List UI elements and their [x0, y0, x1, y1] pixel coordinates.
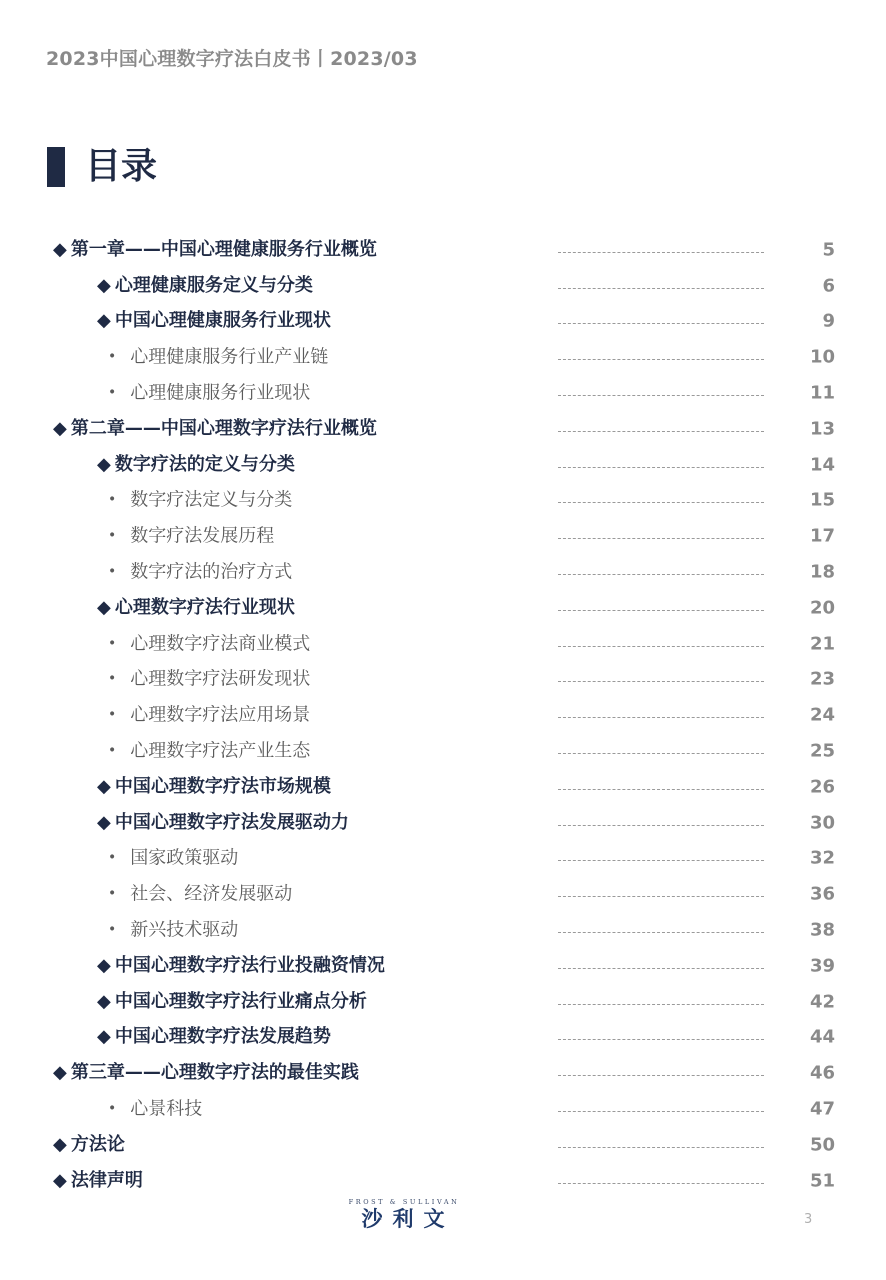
toc-entry[interactable] — [0, 733, 886, 769]
toc-entry-label — [97, 275, 313, 297]
toc-entry[interactable] — [0, 697, 886, 733]
toc-entry[interactable] — [0, 375, 886, 411]
toc-page-number: 17 — [809, 525, 835, 547]
toc-page-number: 20 — [809, 597, 835, 619]
toc-entry-text: 心理健康服务行业现状 — [130, 382, 311, 404]
toc-entry-text: 中国心理数字疗法行业投融资情况 — [114, 954, 385, 976]
toc-entry[interactable] — [0, 841, 886, 877]
toc-entry-label — [97, 776, 331, 798]
diamond-bullet-icon: ◆ — [53, 1169, 67, 1191]
toc-page-number: 24 — [809, 704, 835, 726]
toc-entry[interactable] — [0, 232, 886, 268]
toc-entry-text: 心理数字疗法行业现状 — [114, 596, 295, 618]
toc-entry[interactable] — [0, 339, 886, 375]
toc-entry-label — [108, 489, 292, 512]
dotted-leader — [558, 1075, 764, 1076]
toc-entry[interactable] — [0, 447, 886, 483]
bullet-icon: • — [108, 348, 117, 365]
toc-page-number: 39 — [809, 955, 835, 977]
diamond-bullet-icon: ◆ — [97, 274, 111, 296]
diamond-bullet-icon: ◆ — [97, 453, 111, 475]
bullet-icon: • — [108, 384, 117, 401]
toc-page-number: 10 — [809, 346, 835, 368]
toc-page-number: 47 — [809, 1098, 835, 1120]
toc-entry[interactable] — [0, 1055, 886, 1091]
toc-page-number: 11 — [809, 382, 835, 404]
diamond-bullet-icon: ◆ — [97, 954, 111, 976]
toc-entry-label — [97, 310, 331, 332]
dotted-leader — [558, 717, 764, 718]
diamond-bullet-icon: ◆ — [53, 1133, 67, 1155]
bullet-icon: • — [108, 1100, 117, 1117]
bullet-icon: • — [108, 527, 117, 544]
toc-entry-text: 心理数字疗法产业生态 — [130, 740, 311, 762]
dotted-leader — [558, 825, 764, 826]
bullet-icon: • — [108, 670, 117, 687]
logo-english-text: FROST & SULLIVAN — [348, 1198, 460, 1206]
dotted-leader — [558, 681, 764, 682]
toc-entry-text: 心理健康服务定义与分类 — [114, 274, 313, 296]
toc-entry-text: 第三章——心理数字疗法的最佳实践 — [70, 1062, 359, 1084]
toc-entry[interactable] — [0, 1163, 886, 1199]
toc-page-number: 18 — [809, 561, 835, 583]
dotted-leader — [558, 574, 764, 575]
bullet-icon: • — [108, 885, 117, 902]
toc-page-number: 38 — [809, 919, 835, 941]
toc-entry-text: 中国心理健康服务行业现状 — [114, 310, 331, 332]
toc-entry-text: 数字疗法的治疗方式 — [130, 561, 293, 583]
toc-entry[interactable] — [0, 304, 886, 340]
bullet-icon: • — [108, 491, 117, 508]
toc-page-number: 46 — [809, 1062, 835, 1084]
logo-chinese-text: 沙利文 — [361, 1207, 455, 1231]
toc-entry[interactable] — [0, 948, 886, 984]
toc-page-number: 30 — [809, 812, 835, 834]
toc-entry[interactable] — [0, 554, 886, 590]
toc-entry-label — [53, 1062, 359, 1084]
bullet-icon: • — [108, 921, 117, 938]
diamond-bullet-icon: ◆ — [97, 811, 111, 833]
table-of-contents — [0, 232, 886, 1199]
toc-entry-text: 国家政策驱动 — [130, 847, 239, 869]
bullet-icon: • — [108, 849, 117, 866]
toc-entry-label — [108, 525, 274, 548]
dotted-leader — [558, 467, 764, 468]
dotted-leader — [558, 646, 764, 647]
dotted-leader — [558, 932, 764, 933]
dotted-leader — [558, 395, 764, 396]
toc-entry-label — [97, 597, 295, 619]
diamond-bullet-icon: ◆ — [97, 990, 111, 1012]
title-accent-bar — [47, 147, 65, 187]
toc-page-number: 42 — [809, 991, 835, 1013]
toc-entry-label — [97, 1026, 331, 1048]
toc-entry[interactable] — [0, 483, 886, 519]
toc-page-number: 44 — [809, 1026, 835, 1048]
toc-entry-label — [97, 454, 295, 476]
diamond-bullet-icon: ◆ — [97, 1026, 111, 1048]
dotted-leader — [558, 538, 764, 539]
diamond-bullet-icon: ◆ — [97, 775, 111, 797]
toc-entry-text: 法律声明 — [70, 1169, 143, 1191]
toc-entry-label — [108, 740, 310, 763]
diamond-bullet-icon: ◆ — [53, 1062, 67, 1084]
toc-entry-label — [108, 847, 238, 870]
toc-entry-text: 数字疗法定义与分类 — [130, 489, 293, 511]
toc-entry[interactable] — [0, 1127, 886, 1163]
toc-page-number: 5 — [822, 239, 835, 261]
toc-entry[interactable] — [0, 518, 886, 554]
toc-entry-text: 第二章——中国心理数字疗法行业概览 — [70, 417, 377, 439]
bullet-icon: • — [108, 706, 117, 723]
dotted-leader — [558, 1004, 764, 1005]
dotted-leader — [558, 323, 764, 324]
toc-entry[interactable] — [0, 1091, 886, 1127]
toc-page-number: 9 — [822, 310, 835, 332]
dotted-leader — [558, 1039, 764, 1040]
toc-entry-label — [53, 1170, 143, 1192]
diamond-bullet-icon: ◆ — [97, 310, 111, 332]
toc-entry-text: 心理健康服务行业产业链 — [130, 346, 329, 368]
dotted-leader — [558, 896, 764, 897]
dotted-leader — [558, 1111, 764, 1112]
toc-entry[interactable] — [0, 1020, 886, 1056]
toc-page-number: 23 — [809, 668, 835, 690]
toc-entry[interactable] — [0, 626, 886, 662]
toc-entry-text: 数字疗法的定义与分类 — [114, 453, 295, 475]
dotted-leader — [558, 502, 764, 503]
toc-entry-text: 中国心理数字疗法行业痛点分析 — [114, 990, 367, 1012]
dotted-leader — [558, 1147, 764, 1148]
toc-entry-label — [53, 239, 377, 261]
bullet-icon: • — [108, 563, 117, 580]
toc-page-number: 6 — [822, 275, 835, 297]
diamond-bullet-icon: ◆ — [53, 417, 67, 439]
toc-title-text: 目录 — [85, 146, 158, 187]
dotted-leader — [558, 753, 764, 754]
toc-page-number: 15 — [809, 489, 835, 511]
toc-page-number: 21 — [809, 633, 835, 655]
frost-sullivan-logo — [343, 1198, 465, 1234]
dotted-leader — [558, 968, 764, 969]
document-header: 2023中国心理数字疗法白皮书丨2023/03 — [46, 48, 418, 70]
toc-page-number: 26 — [809, 776, 835, 798]
toc-entry[interactable] — [0, 268, 886, 304]
toc-entry-label — [97, 812, 349, 834]
toc-entry-label — [108, 1098, 202, 1121]
bullet-icon: • — [108, 742, 117, 759]
dotted-leader — [558, 610, 764, 611]
toc-entry-text: 社会、经济发展驱动 — [130, 883, 293, 905]
toc-entry-text: 心景科技 — [130, 1098, 203, 1120]
toc-entry-label — [108, 382, 310, 405]
toc-entry[interactable] — [0, 769, 886, 805]
toc-entry-text: 心理数字疗法研发现状 — [130, 668, 311, 690]
page-number: 3 — [804, 1212, 813, 1227]
toc-entry[interactable] — [0, 590, 886, 626]
dotted-leader — [558, 431, 764, 432]
toc-title — [47, 146, 157, 188]
toc-entry[interactable] — [0, 876, 886, 912]
toc-entry-label — [108, 632, 310, 655]
dotted-leader — [558, 789, 764, 790]
toc-entry-label — [97, 991, 367, 1013]
dotted-leader — [558, 860, 764, 861]
toc-page-number: 14 — [809, 454, 835, 476]
toc-entry-label — [108, 919, 238, 942]
toc-entry-label — [108, 561, 292, 584]
toc-entry-text: 中国心理数字疗法市场规模 — [114, 775, 331, 797]
toc-entry-label — [108, 883, 292, 906]
toc-entry-label — [108, 704, 310, 727]
toc-entry-text: 中国心理数字疗法发展趋势 — [114, 1026, 331, 1048]
toc-entry-text: 第一章——中国心理健康服务行业概览 — [70, 238, 377, 260]
toc-page-number: 25 — [809, 740, 835, 762]
toc-entry-label — [97, 955, 385, 977]
toc-page-number: 32 — [809, 847, 835, 869]
toc-entry-label — [53, 1134, 125, 1156]
toc-entry-text: 新兴技术驱动 — [130, 919, 239, 941]
toc-page-number: 51 — [809, 1170, 835, 1192]
toc-entry-label — [108, 668, 310, 691]
diamond-bullet-icon: ◆ — [53, 238, 67, 260]
dotted-leader — [558, 288, 764, 289]
diamond-bullet-icon: ◆ — [97, 596, 111, 618]
dotted-leader — [558, 359, 764, 360]
toc-entry[interactable] — [0, 912, 886, 948]
toc-page-number: 36 — [809, 883, 835, 905]
toc-entry[interactable] — [0, 662, 886, 698]
toc-entry-text: 数字疗法发展历程 — [130, 525, 275, 547]
toc-page-number: 13 — [809, 418, 835, 440]
dotted-leader — [558, 1183, 764, 1184]
toc-entry-text: 心理数字疗法商业模式 — [130, 633, 311, 655]
toc-entry[interactable] — [0, 805, 886, 841]
toc-entry-text: 中国心理数字疗法发展驱动力 — [114, 811, 349, 833]
toc-page-number: 50 — [809, 1134, 835, 1156]
dotted-leader — [558, 252, 764, 253]
toc-entry-text: 心理数字疗法应用场景 — [130, 704, 311, 726]
toc-entry-text: 方法论 — [70, 1133, 125, 1155]
toc-entry-label — [108, 346, 328, 369]
bullet-icon: • — [108, 635, 117, 652]
toc-entry[interactable] — [0, 411, 886, 447]
toc-entry[interactable] — [0, 984, 886, 1020]
toc-entry-label — [53, 418, 377, 440]
